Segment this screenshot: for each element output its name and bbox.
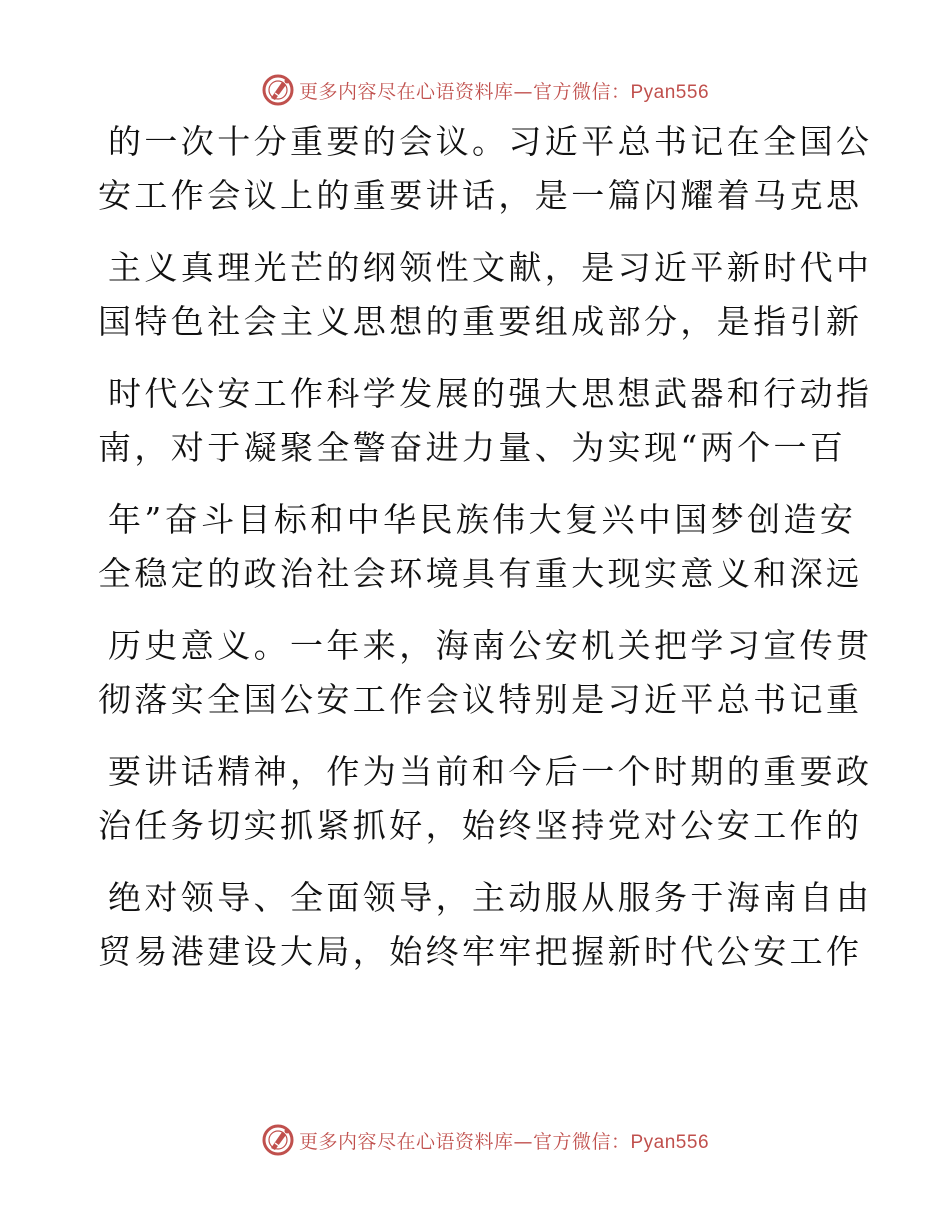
footer-banner-text: 更多内容尽在心语资料库—官方微信：Pyan556 — [298, 1130, 710, 1153]
pen-nib-logo-icon — [261, 73, 295, 107]
body-line: 南，对于凝聚全警奋进力量、为实现“两个一百 — [98, 428, 847, 467]
body-line: 安工作会议上的重要讲话，是一篇闪耀着马克思 — [98, 176, 863, 215]
body-line: 绝对领导、全面领导，主动服从服务于海南自由 — [108, 878, 873, 917]
body-line: 历史意义。一年来，海南公安机关把学习宣传贯 — [108, 626, 873, 665]
pen-nib-logo-icon — [261, 1123, 295, 1157]
body-line: 要讲话精神，作为当前和今后一个时期的重要政 — [108, 752, 873, 791]
body-line: 国特色社会主义思想的重要组成部分，是指引新 — [98, 302, 863, 341]
body-line: 主义真理光芒的纲领性文献，是习近平新时代中 — [108, 248, 873, 287]
body-line: 全稳定的政治社会环境具有重大现实意义和深远 — [98, 554, 863, 593]
header-banner — [0, 70, 950, 110]
footer-wechat-id: Pyan556 — [630, 1131, 710, 1153]
body-line: 年”奋斗目标和中华民族伟大复兴中国梦创造安 — [108, 500, 857, 539]
body-line: 治任务切实抓紧抓好，始终坚持党对公安工作的 — [98, 806, 863, 845]
body-line: 的一次十分重要的会议。习近平总书记在全国公 — [108, 122, 873, 161]
body-line: 贸易港建设大局，始终牢牢把握新时代公安工作 — [98, 932, 863, 971]
body-line: 彻落实全国公安工作会议特别是习近平总书记重 — [98, 680, 863, 719]
body-line: 时代公安工作科学发展的强大思想武器和行动指 — [108, 374, 873, 413]
header-banner-text: 更多内容尽在心语资料库—官方微信：Pyan556 — [298, 80, 710, 103]
footer-banner-content — [261, 1123, 709, 1157]
header-banner-content — [261, 73, 709, 107]
footer-banner — [0, 1120, 950, 1160]
header-wechat-id: Pyan556 — [630, 81, 710, 103]
